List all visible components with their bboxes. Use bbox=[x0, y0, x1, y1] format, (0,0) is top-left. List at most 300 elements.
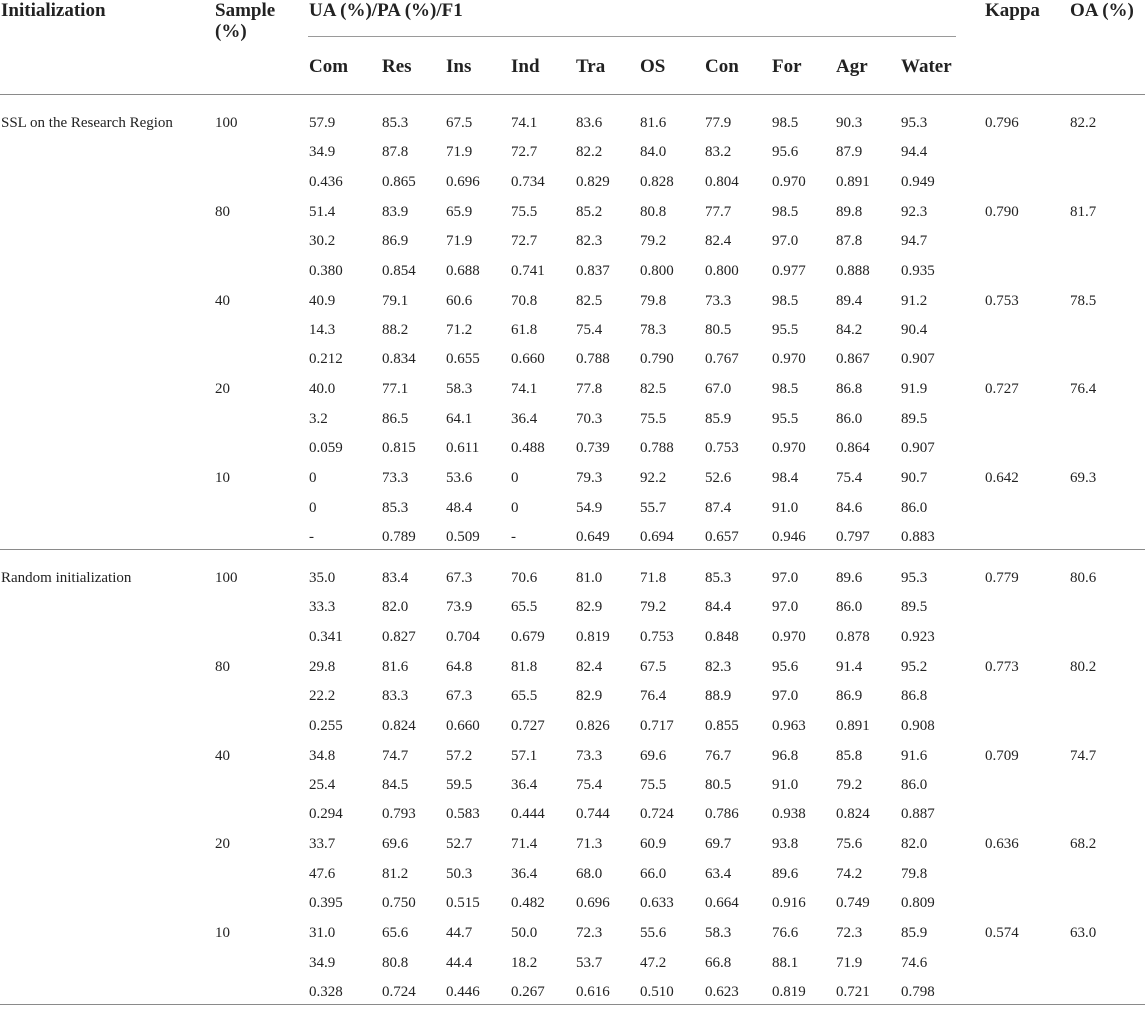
sample-cell: 100 bbox=[215, 570, 238, 586]
cell-tra: 82.5 bbox=[576, 292, 603, 309]
oa-cell: 69.3 bbox=[1070, 470, 1097, 487]
cell-water: 92.3 bbox=[901, 203, 928, 220]
cell-for: 89.6 bbox=[772, 865, 799, 882]
cell-ind: 0 bbox=[511, 470, 519, 487]
cell-ind: 65.5 bbox=[511, 688, 538, 705]
cell-water: 0.908 bbox=[901, 717, 935, 734]
table-row bbox=[0, 865, 1145, 885]
cell-ind: 0.741 bbox=[511, 262, 545, 279]
cell-com: 14.3 bbox=[309, 322, 336, 338]
cell-water: 90.4 bbox=[901, 322, 928, 338]
kappa-cell: 0.790 bbox=[985, 203, 1019, 220]
header-sample: Sample (%) bbox=[215, 0, 276, 42]
table-body bbox=[0, 95, 1145, 1005]
cell-water: 0.798 bbox=[901, 984, 935, 1000]
cell-os: 81.6 bbox=[640, 115, 667, 131]
cell-agr: 0.867 bbox=[836, 351, 870, 368]
cell-agr: 90.3 bbox=[836, 115, 863, 131]
cell-os: 55.7 bbox=[640, 499, 667, 516]
cell-ins: 0.688 bbox=[446, 262, 480, 279]
cell-res: 80.8 bbox=[382, 954, 409, 971]
cell-ins: 0.515 bbox=[446, 895, 480, 912]
cell-con: 52.6 bbox=[705, 470, 732, 487]
oa-cell: 63.0 bbox=[1070, 925, 1097, 942]
table-row bbox=[0, 173, 1145, 193]
cell-com: 47.6 bbox=[309, 865, 336, 882]
cell-tra: 82.2 bbox=[576, 144, 603, 161]
cell-com: 40.0 bbox=[309, 381, 336, 398]
cell-ins: 67.5 bbox=[446, 115, 473, 131]
cell-water: 86.0 bbox=[901, 777, 928, 793]
cell-agr: 89.6 bbox=[836, 570, 863, 586]
cell-for: 95.5 bbox=[772, 322, 799, 338]
cell-ins: 48.4 bbox=[446, 499, 473, 516]
cell-ins: 44.7 bbox=[446, 925, 473, 942]
header-group-rule bbox=[308, 36, 956, 37]
cell-con: 83.2 bbox=[705, 144, 732, 161]
cell-for: 0.938 bbox=[772, 806, 806, 823]
cell-os: 76.4 bbox=[640, 688, 667, 705]
cell-for: 88.1 bbox=[772, 954, 799, 971]
cell-res: 0.815 bbox=[382, 440, 416, 457]
cell-ins: 57.2 bbox=[446, 747, 473, 764]
header-initialization: Initialization bbox=[1, 0, 106, 21]
cell-tra: 82.9 bbox=[576, 599, 603, 616]
cell-ind: 65.5 bbox=[511, 599, 538, 616]
cell-for: 97.0 bbox=[772, 688, 799, 705]
sample-cell: 40 bbox=[215, 747, 230, 764]
cell-com: 0.255 bbox=[309, 717, 343, 734]
cell-os: 79.8 bbox=[640, 292, 667, 309]
cell-water: 95.2 bbox=[901, 658, 928, 675]
cell-ind: 18.2 bbox=[511, 954, 538, 971]
cell-agr: 0.721 bbox=[836, 984, 870, 1000]
cell-con: 63.4 bbox=[705, 865, 732, 882]
header-class-res: Res bbox=[382, 56, 412, 77]
cell-ins: 0.446 bbox=[446, 984, 480, 1000]
table-row bbox=[0, 439, 1145, 459]
table-row bbox=[0, 232, 1145, 252]
cell-ind: 61.8 bbox=[511, 322, 538, 338]
cell-ind: 0.267 bbox=[511, 984, 545, 1000]
cell-con: 76.7 bbox=[705, 747, 732, 764]
table-row bbox=[0, 203, 1145, 223]
cell-for: 95.6 bbox=[772, 658, 799, 675]
cell-res: 0.750 bbox=[382, 895, 416, 912]
cell-ind: - bbox=[511, 529, 516, 545]
cell-com: 3.2 bbox=[309, 410, 328, 427]
cell-os: 80.8 bbox=[640, 203, 667, 220]
table-row bbox=[0, 805, 1145, 825]
cell-con: 0.848 bbox=[705, 628, 739, 645]
cell-ind: 72.7 bbox=[511, 233, 538, 250]
cell-for: 98.5 bbox=[772, 381, 799, 398]
table-row bbox=[0, 717, 1145, 737]
cell-os: 78.3 bbox=[640, 322, 667, 338]
kappa-cell: 0.636 bbox=[985, 836, 1019, 853]
cell-con: 0.657 bbox=[705, 529, 739, 545]
cell-for: 0.970 bbox=[772, 173, 806, 190]
cell-agr: 79.2 bbox=[836, 777, 863, 793]
kappa-cell: 0.773 bbox=[985, 658, 1019, 675]
cell-water: 94.4 bbox=[901, 144, 928, 161]
cell-tra: 73.3 bbox=[576, 747, 603, 764]
cell-agr: 84.2 bbox=[836, 322, 863, 338]
cell-com: 51.4 bbox=[309, 203, 336, 220]
cell-con: 85.3 bbox=[705, 570, 732, 586]
cell-ins: 67.3 bbox=[446, 688, 473, 705]
table-row bbox=[0, 598, 1145, 618]
cell-ind: 0 bbox=[511, 499, 519, 516]
cell-res: 83.9 bbox=[382, 203, 409, 220]
cell-os: 55.6 bbox=[640, 925, 667, 942]
cell-for: 97.0 bbox=[772, 233, 799, 250]
cell-ind: 36.4 bbox=[511, 865, 538, 882]
cell-com: 0.212 bbox=[309, 351, 343, 368]
cell-for: 91.0 bbox=[772, 499, 799, 516]
cell-os: 0.800 bbox=[640, 262, 674, 279]
cell-com: 0.341 bbox=[309, 628, 343, 645]
cell-for: 97.0 bbox=[772, 570, 799, 586]
cell-tra: 0.826 bbox=[576, 717, 610, 734]
cell-os: 79.2 bbox=[640, 233, 667, 250]
cell-res: 69.6 bbox=[382, 836, 409, 853]
cell-tra: 82.9 bbox=[576, 688, 603, 705]
header-class-tra: Tra bbox=[576, 56, 606, 77]
cell-ins: 0.660 bbox=[446, 717, 480, 734]
oa-cell: 68.2 bbox=[1070, 836, 1097, 853]
cell-con: 0.664 bbox=[705, 895, 739, 912]
cell-res: 86.9 bbox=[382, 233, 409, 250]
cell-tra: 81.0 bbox=[576, 570, 603, 586]
cell-com: 0 bbox=[309, 499, 317, 516]
cell-tra: 0.616 bbox=[576, 984, 610, 1000]
header-class-com: Com bbox=[309, 56, 349, 77]
cell-res: 85.3 bbox=[382, 115, 409, 131]
sample-cell: 100 bbox=[215, 115, 238, 131]
cell-res: 0.793 bbox=[382, 806, 416, 823]
cell-tra: 0.819 bbox=[576, 628, 610, 645]
cell-com: 0.395 bbox=[309, 895, 343, 912]
cell-con: 58.3 bbox=[705, 925, 732, 942]
cell-tra: 53.7 bbox=[576, 954, 603, 971]
cell-agr: 0.878 bbox=[836, 628, 870, 645]
header-class-con: Con bbox=[705, 56, 739, 77]
kappa-cell: 0.779 bbox=[985, 570, 1019, 586]
cell-water: 82.0 bbox=[901, 836, 928, 853]
cell-os: 60.9 bbox=[640, 836, 667, 853]
cell-for: 0.970 bbox=[772, 351, 806, 368]
table-header bbox=[0, 0, 1145, 95]
cell-water: 86.8 bbox=[901, 688, 928, 705]
cell-water: 0.883 bbox=[901, 529, 935, 545]
cell-com: 25.4 bbox=[309, 777, 336, 793]
cell-ins: 52.7 bbox=[446, 836, 473, 853]
table-row bbox=[0, 924, 1145, 944]
cell-ins: 65.9 bbox=[446, 203, 473, 220]
kappa-cell: 0.574 bbox=[985, 925, 1019, 942]
cell-con: 0.767 bbox=[705, 351, 739, 368]
table-row bbox=[0, 954, 1145, 974]
cell-tra: 70.3 bbox=[576, 410, 603, 427]
cell-com: 30.2 bbox=[309, 233, 336, 250]
cell-os: 92.2 bbox=[640, 470, 667, 487]
cell-agr: 86.9 bbox=[836, 688, 863, 705]
cell-res: 81.2 bbox=[382, 865, 409, 882]
cell-ind: 71.4 bbox=[511, 836, 538, 853]
cell-com: 34.9 bbox=[309, 144, 336, 161]
header-oa: OA (%) bbox=[1070, 0, 1134, 21]
cell-con: 82.3 bbox=[705, 658, 732, 675]
cell-water: 0.907 bbox=[901, 440, 935, 457]
cell-res: 77.1 bbox=[382, 381, 409, 398]
table-row bbox=[0, 321, 1145, 341]
cell-com: 0.294 bbox=[309, 806, 343, 823]
cell-agr: 0.824 bbox=[836, 806, 870, 823]
cell-os: 75.5 bbox=[640, 410, 667, 427]
cell-water: 91.9 bbox=[901, 381, 928, 398]
cell-agr: 75.6 bbox=[836, 836, 863, 853]
header-class-water: Water bbox=[901, 56, 952, 77]
table-row bbox=[0, 143, 1145, 163]
cell-res: 0.724 bbox=[382, 984, 416, 1000]
cell-for: 95.6 bbox=[772, 144, 799, 161]
cell-ind: 0.488 bbox=[511, 440, 545, 457]
cell-ins: 73.9 bbox=[446, 599, 473, 616]
cell-water: 90.7 bbox=[901, 470, 928, 487]
cell-ins: 64.8 bbox=[446, 658, 473, 675]
cell-con: 0.855 bbox=[705, 717, 739, 734]
cell-agr: 87.9 bbox=[836, 144, 863, 161]
cell-ins: 0.509 bbox=[446, 529, 480, 545]
cell-tra: 0.696 bbox=[576, 895, 610, 912]
oa-cell: 81.7 bbox=[1070, 203, 1097, 220]
cell-com: 57.9 bbox=[309, 115, 336, 131]
header-group-label: UA (%)/PA (%)/F1 bbox=[309, 0, 463, 21]
cell-agr: 75.4 bbox=[836, 470, 863, 487]
cell-ins: 60.6 bbox=[446, 292, 473, 309]
cell-com: 40.9 bbox=[309, 292, 336, 309]
cell-res: 0.789 bbox=[382, 529, 416, 545]
cell-os: 0.828 bbox=[640, 173, 674, 190]
cell-tra: 85.2 bbox=[576, 203, 603, 220]
cell-agr: 89.8 bbox=[836, 203, 863, 220]
cell-agr: 89.4 bbox=[836, 292, 863, 309]
cell-agr: 74.2 bbox=[836, 865, 863, 882]
cell-agr: 72.3 bbox=[836, 925, 863, 942]
cell-agr: 84.6 bbox=[836, 499, 863, 516]
cell-water: 86.0 bbox=[901, 499, 928, 516]
cell-res: 73.3 bbox=[382, 470, 409, 487]
cell-ind: 74.1 bbox=[511, 115, 538, 131]
cell-res: 83.4 bbox=[382, 570, 409, 586]
cell-for: 97.0 bbox=[772, 599, 799, 616]
cell-water: 0.887 bbox=[901, 806, 935, 823]
cell-tra: 54.9 bbox=[576, 499, 603, 516]
cell-water: 0.923 bbox=[901, 628, 935, 645]
cell-com: 33.7 bbox=[309, 836, 336, 853]
sample-cell: 20 bbox=[215, 381, 230, 398]
cell-com: 0 bbox=[309, 470, 317, 487]
cell-ins: 0.611 bbox=[446, 440, 480, 457]
cell-ins: 53.6 bbox=[446, 470, 473, 487]
cell-ind: 72.7 bbox=[511, 144, 538, 161]
cell-com: 0.436 bbox=[309, 173, 343, 190]
cell-agr: 86.0 bbox=[836, 599, 863, 616]
cell-tra: 72.3 bbox=[576, 925, 603, 942]
cell-water: 0.907 bbox=[901, 351, 935, 368]
table-row bbox=[0, 350, 1145, 370]
cell-con: 85.9 bbox=[705, 410, 732, 427]
cell-con: 80.5 bbox=[705, 322, 732, 338]
table-row bbox=[0, 658, 1145, 678]
table-row bbox=[0, 983, 1145, 1003]
cell-ins: 0.696 bbox=[446, 173, 480, 190]
cell-for: 0.977 bbox=[772, 262, 806, 279]
cell-water: 89.5 bbox=[901, 599, 928, 616]
cell-for: 95.5 bbox=[772, 410, 799, 427]
oa-cell: 82.2 bbox=[1070, 115, 1097, 131]
oa-cell: 76.4 bbox=[1070, 381, 1097, 398]
cell-tra: 75.4 bbox=[576, 777, 603, 793]
table-row bbox=[0, 380, 1145, 400]
cell-ind: 0.679 bbox=[511, 628, 545, 645]
cell-con: 0.804 bbox=[705, 173, 739, 190]
oa-cell: 74.7 bbox=[1070, 747, 1097, 764]
cell-res: 88.2 bbox=[382, 322, 409, 338]
cell-ins: 44.4 bbox=[446, 954, 473, 971]
cell-os: 0.694 bbox=[640, 529, 674, 545]
cell-res: 82.0 bbox=[382, 599, 409, 616]
cell-agr: 86.0 bbox=[836, 410, 863, 427]
cell-ins: 71.9 bbox=[446, 144, 473, 161]
cell-water: 91.2 bbox=[901, 292, 928, 309]
cell-for: 0.970 bbox=[772, 628, 806, 645]
cell-ins: 59.5 bbox=[446, 777, 473, 793]
cell-res: 74.7 bbox=[382, 747, 409, 764]
cell-com: 29.8 bbox=[309, 658, 336, 675]
cell-tra: 68.0 bbox=[576, 865, 603, 882]
sample-cell: 10 bbox=[215, 470, 230, 487]
cell-res: 0.824 bbox=[382, 717, 416, 734]
oa-cell: 80.6 bbox=[1070, 570, 1097, 586]
table-block bbox=[0, 95, 1145, 550]
header-class-agr: Agr bbox=[836, 56, 868, 77]
cell-com: 34.9 bbox=[309, 954, 336, 971]
cell-res: 0.865 bbox=[382, 173, 416, 190]
cell-con: 88.9 bbox=[705, 688, 732, 705]
cell-for: 76.6 bbox=[772, 925, 799, 942]
cell-con: 77.9 bbox=[705, 115, 732, 131]
cell-ins: 71.9 bbox=[446, 233, 473, 250]
cell-os: 79.2 bbox=[640, 599, 667, 616]
cell-os: 0.790 bbox=[640, 351, 674, 368]
table-row bbox=[0, 262, 1145, 282]
cell-con: 77.7 bbox=[705, 203, 732, 220]
cell-agr: 85.8 bbox=[836, 747, 863, 764]
cell-water: 0.809 bbox=[901, 895, 935, 912]
cell-ins: 0.704 bbox=[446, 628, 480, 645]
cell-os: 0.724 bbox=[640, 806, 674, 823]
initialization-label: Random initialization bbox=[1, 570, 132, 586]
cell-agr: 0.864 bbox=[836, 440, 870, 457]
cell-ins: 67.3 bbox=[446, 570, 473, 586]
cell-os: 0.510 bbox=[640, 984, 674, 1000]
kappa-cell: 0.642 bbox=[985, 470, 1019, 487]
cell-agr: 0.891 bbox=[836, 173, 870, 190]
cell-tra: 0.788 bbox=[576, 351, 610, 368]
kappa-cell: 0.727 bbox=[985, 381, 1019, 398]
table-row bbox=[0, 114, 1145, 134]
cell-water: 95.3 bbox=[901, 570, 928, 586]
cell-for: 0.970 bbox=[772, 440, 806, 457]
cell-con: 0.800 bbox=[705, 262, 739, 279]
initialization-label: SSL on the Research Region bbox=[1, 115, 173, 131]
cell-con: 84.4 bbox=[705, 599, 732, 616]
cell-ins: 64.1 bbox=[446, 410, 473, 427]
cell-os: 66.0 bbox=[640, 865, 667, 882]
header-kappa: Kappa bbox=[985, 0, 1040, 21]
cell-agr: 71.9 bbox=[836, 954, 863, 971]
cell-for: 98.5 bbox=[772, 203, 799, 220]
cell-ind: 70.8 bbox=[511, 292, 538, 309]
cell-for: 0.946 bbox=[772, 529, 806, 545]
kappa-cell: 0.709 bbox=[985, 747, 1019, 764]
cell-agr: 86.8 bbox=[836, 381, 863, 398]
cell-com: 0.059 bbox=[309, 440, 343, 457]
cell-ins: 58.3 bbox=[446, 381, 473, 398]
cell-os: 0.753 bbox=[640, 628, 674, 645]
cell-ins: 50.3 bbox=[446, 865, 473, 882]
cell-res: 79.1 bbox=[382, 292, 409, 309]
cell-ins: 0.583 bbox=[446, 806, 480, 823]
table-row bbox=[0, 410, 1145, 430]
cell-con: 87.4 bbox=[705, 499, 732, 516]
cell-res: 81.6 bbox=[382, 658, 409, 675]
cell-res: 0.854 bbox=[382, 262, 416, 279]
cell-for: 93.8 bbox=[772, 836, 799, 853]
cell-for: 96.8 bbox=[772, 747, 799, 764]
header-class-ind: Ind bbox=[511, 56, 540, 77]
cell-water: 0.935 bbox=[901, 262, 935, 279]
oa-cell: 78.5 bbox=[1070, 292, 1097, 309]
cell-agr: 0.797 bbox=[836, 529, 870, 545]
cell-agr: 91.4 bbox=[836, 658, 863, 675]
cell-agr: 0.749 bbox=[836, 895, 870, 912]
cell-os: 47.2 bbox=[640, 954, 667, 971]
cell-os: 67.5 bbox=[640, 658, 667, 675]
cell-ind: 75.5 bbox=[511, 203, 538, 220]
cell-ins: 71.2 bbox=[446, 322, 473, 338]
cell-os: 69.6 bbox=[640, 747, 667, 764]
cell-tra: 75.4 bbox=[576, 322, 603, 338]
cell-for: 0.819 bbox=[772, 984, 806, 1000]
cell-res: 87.8 bbox=[382, 144, 409, 161]
cell-tra: 71.3 bbox=[576, 836, 603, 853]
table-row bbox=[0, 528, 1145, 548]
cell-con: 66.8 bbox=[705, 954, 732, 971]
cell-com: 33.3 bbox=[309, 599, 336, 616]
table-row bbox=[0, 499, 1145, 519]
cell-os: 0.717 bbox=[640, 717, 674, 734]
cell-ind: 0.734 bbox=[511, 173, 545, 190]
cell-com: 22.2 bbox=[309, 688, 336, 705]
cell-tra: 82.4 bbox=[576, 658, 603, 675]
cell-ind: 0.727 bbox=[511, 717, 545, 734]
cell-tra: 83.6 bbox=[576, 115, 603, 131]
cell-ind: 74.1 bbox=[511, 381, 538, 398]
cell-res: 85.3 bbox=[382, 499, 409, 516]
